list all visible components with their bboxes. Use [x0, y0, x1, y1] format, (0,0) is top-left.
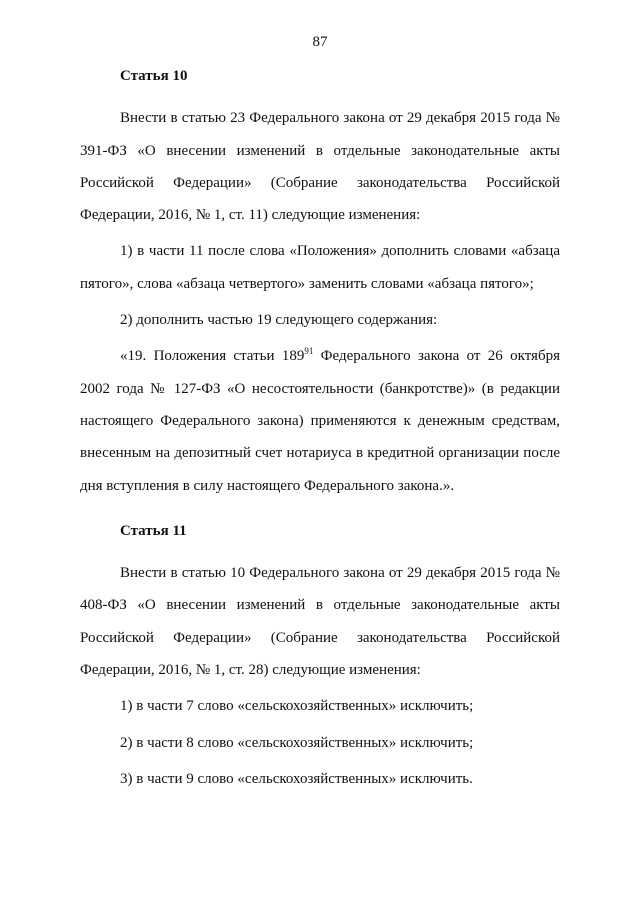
article-10-intro: Внести в статью 23 Федерального закона от 29 декабря 2015 года № 391-ФЗ «О внесении изменений в отдельные законодательные акты Российской Федерации» (Собрание законодательства Российской Федерации, 2016, № 1, ст. 11) следующие изменения:: [80, 110, 560, 224]
article-10-heading: Статья 10: [120, 68, 188, 84]
article-11-heading: Статья 11: [120, 522, 187, 539]
article-10-quote: [80, 340, 560, 501]
article-11-intro: Внести в статью 10 Федерального закона от 29 декабря 2015 года № 408-ФЗ «О внесении изменений в отдельные законодательные акты Российской Федерации» (Собрание законодательства Российской Федерации, 2016, № 1, ст. 28) следующие изменения:: [80, 565, 560, 679]
article-10-item-1: 1) в части 11 после слова «Положения» дополнить словами «абзаца пятого», слова «абзаца четвертого» заменить словами «абзаца пятого»;: [80, 243, 560, 292]
article-10-item-2: 2) дополнить частью 19 следующего содержания:: [120, 312, 438, 329]
quote-text-start: «19. Положения статьи 189: [120, 348, 305, 365]
quote-text-end: Федерального закона от 26 октября 2002 года № 127-ФЗ «О несостоятельности (банкротстве)» (в редакции настоящего Федерального закона) применяются к денежным средствам, внесенным на депозитный счет нотариуса в кредитной организации после дня вступления в силу настоящего Федерального закона.».: [80, 348, 560, 494]
document-body: [80, 60, 560, 795]
article-11-item-1: 1) в части 7 слово «сельскохозяйственных» исключить;: [120, 698, 474, 715]
page-number: 87: [312, 34, 328, 50]
article-11-item-2: 2) в части 8 слово «сельскохозяйственных» исключить;: [120, 734, 474, 751]
quote-superscript: 91: [304, 346, 314, 357]
article-11-item-3: 3) в части 9 слово «сельскохозяйственных» исключить.: [120, 770, 473, 787]
